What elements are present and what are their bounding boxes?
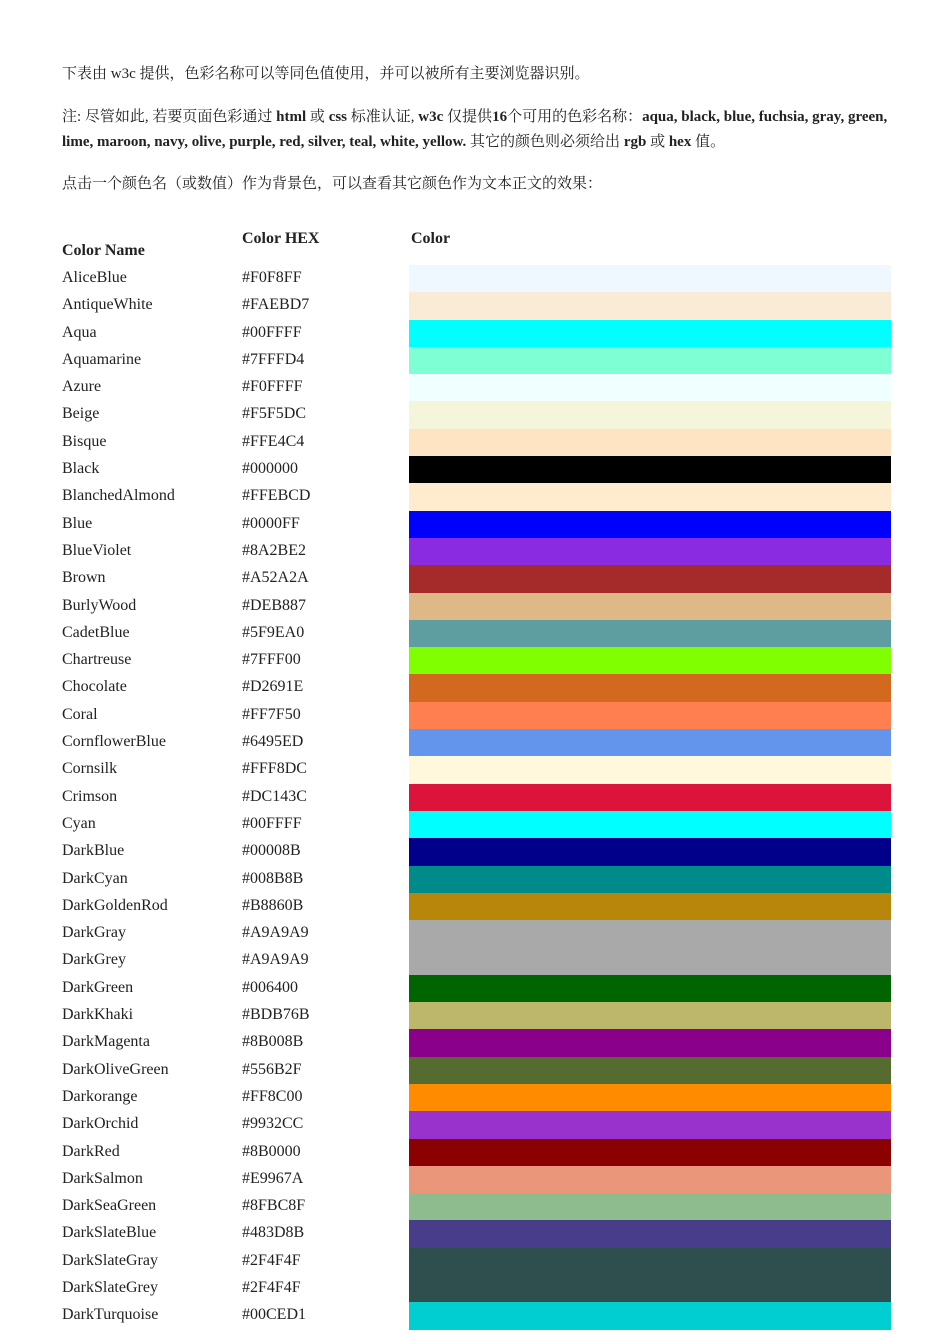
color-name-link[interactable]: DarkOrchid	[62, 1115, 139, 1133]
color-swatch	[409, 1275, 891, 1302]
color-swatch	[409, 1220, 891, 1247]
intro-paragraph-2-run: 或	[646, 134, 669, 150]
table-row	[0, 456, 950, 483]
color-swatch	[409, 265, 891, 292]
color-name-link[interactable]: BlueViolet	[62, 541, 132, 559]
color-swatch	[409, 947, 891, 974]
table-row	[0, 538, 950, 565]
table-row	[0, 838, 950, 865]
color-hex-link[interactable]: #2F4F4F	[242, 1251, 301, 1269]
color-hex-link[interactable]: #6495ED	[242, 733, 304, 751]
table-row	[0, 784, 950, 811]
intro-paragraph-2-run: html	[276, 109, 307, 125]
color-swatch	[409, 1111, 891, 1138]
color-hex-link[interactable]: #E9967A	[242, 1169, 304, 1187]
table-row	[0, 347, 950, 374]
color-name-link[interactable]: DarkKhaki	[62, 1006, 134, 1024]
table-row	[0, 1139, 950, 1166]
color-hex-link[interactable]: #556B2F	[242, 1060, 302, 1078]
table-row	[0, 593, 950, 620]
color-hex-link[interactable]: #00FFFF	[242, 323, 302, 341]
color-swatch	[409, 893, 891, 920]
table-row	[0, 1166, 950, 1193]
color-name-link[interactable]: Blue	[62, 514, 93, 532]
color-name-link[interactable]: DarkMagenta	[62, 1033, 150, 1051]
color-swatch	[409, 620, 891, 647]
color-name-link[interactable]: Black	[62, 460, 100, 478]
color-swatch	[409, 1084, 891, 1111]
color-swatch	[409, 593, 891, 620]
color-name-link[interactable]: Aquamarine	[62, 350, 142, 368]
color-name-link[interactable]: DarkSalmon	[62, 1169, 143, 1187]
table-row	[0, 1057, 950, 1084]
color-name-link[interactable]: DarkGreen	[62, 978, 134, 996]
color-hex-link[interactable]: #8A2BE2	[242, 541, 306, 559]
color-hex-link[interactable]: #DC143C	[242, 787, 307, 805]
color-hex-link[interactable]: #8B008B	[242, 1033, 304, 1051]
color-hex-link[interactable]: #A9A9A9	[242, 924, 309, 942]
color-swatch	[409, 511, 891, 538]
color-name-link[interactable]: CadetBlue	[62, 623, 130, 641]
color-name-link[interactable]: DarkGrey	[62, 951, 126, 969]
color-hex-link[interactable]: #8B0000	[242, 1142, 301, 1160]
table-row	[0, 1302, 950, 1329]
color-swatch	[409, 756, 891, 783]
color-name-link[interactable]: AntiqueWhite	[62, 296, 153, 314]
color-name-link[interactable]: Aqua	[62, 323, 97, 341]
header-color-hex: Color HEX	[242, 230, 320, 247]
color-swatch	[409, 401, 891, 428]
color-name-link[interactable]: DarkGray	[62, 924, 126, 942]
header-color: Color	[411, 230, 451, 247]
color-hex-link[interactable]: #FFF8DC	[242, 760, 307, 778]
color-hex-link[interactable]: #5F9EA0	[242, 623, 305, 641]
color-swatch	[409, 975, 891, 1002]
color-swatch	[409, 729, 891, 756]
color-swatch	[409, 674, 891, 701]
intro-paragraph-2-run: w3c	[418, 109, 444, 125]
color-swatch	[409, 1057, 891, 1084]
color-hex-link[interactable]: #A52A2A	[242, 569, 309, 587]
table-row	[0, 1084, 950, 1111]
intro-paragraph-2-run: 或	[306, 109, 329, 125]
intro-paragraph-2-run: 仅提供	[443, 109, 493, 125]
table-row	[0, 1002, 950, 1029]
table-row	[0, 1029, 950, 1056]
color-hex-link[interactable]: #FFE4C4	[242, 432, 305, 450]
intro-paragraph-2-run: 16	[492, 109, 508, 125]
table-row	[0, 374, 950, 401]
table-row	[0, 1248, 950, 1275]
color-hex-link[interactable]: #FF8C00	[242, 1087, 303, 1105]
color-hex-link[interactable]: #483D8B	[242, 1224, 305, 1242]
color-swatch	[409, 429, 891, 456]
intro-paragraph-2-run: 其它的颜色则必须给出	[466, 134, 624, 150]
color-name-link[interactable]: Azure	[62, 378, 102, 396]
color-swatch	[409, 456, 891, 483]
color-name-link[interactable]: Bisque	[62, 432, 107, 450]
color-hex-link[interactable]: #000000	[242, 460, 298, 478]
table-row	[0, 975, 950, 1002]
color-hex-link[interactable]: #B8860B	[242, 896, 304, 914]
table-row	[0, 893, 950, 920]
table-row	[0, 756, 950, 783]
color-swatch	[409, 811, 891, 838]
table-row	[0, 401, 950, 428]
color-hex-link[interactable]: #FFEBCD	[242, 487, 311, 505]
color-name-link[interactable]: Darkorange	[62, 1087, 138, 1105]
color-swatch	[409, 292, 891, 319]
table-row	[0, 1193, 950, 1220]
color-swatch	[409, 702, 891, 729]
color-hex-link[interactable]: #A9A9A9	[242, 951, 309, 969]
color-hex-link[interactable]: #FAEBD7	[242, 296, 310, 314]
color-name-link[interactable]: Brown	[62, 569, 106, 587]
color-hex-link[interactable]: #F5F5DC	[242, 405, 307, 423]
color-name-link[interactable]: Chartreuse	[62, 651, 132, 669]
color-table	[0, 265, 950, 1330]
table-row	[0, 265, 950, 292]
color-name-link[interactable]: DarkGoldenRod	[62, 896, 168, 914]
color-swatch	[409, 1002, 891, 1029]
color-name-link[interactable]: Cornsilk	[62, 760, 118, 778]
table-row	[0, 511, 950, 538]
color-name-link[interactable]: DarkCyan	[62, 869, 128, 887]
color-name-link[interactable]: Coral	[62, 705, 98, 723]
header-color-name: Color Name	[62, 242, 145, 259]
table-row	[0, 947, 950, 974]
color-hex-link[interactable]: #00FFFF	[242, 814, 302, 832]
intro-paragraph-2-run: aqua, black, blue, fuchsia, gray, green, lime, maroon, navy, olive, purple, red, silver, teal, white, yellow.	[62, 109, 888, 150]
color-hex-link[interactable]: #D2691E	[242, 678, 304, 696]
color-hex-link[interactable]: #DEB887	[242, 596, 306, 614]
table-row	[0, 702, 950, 729]
color-name-link[interactable]: Crimson	[62, 787, 118, 805]
color-swatch	[409, 538, 891, 565]
table-row	[0, 1111, 950, 1138]
intro-paragraph-2-run: 值。	[691, 134, 726, 150]
color-name-link[interactable]: DarkSlateGrey	[62, 1278, 158, 1296]
color-hex-link[interactable]: #FF7F50	[242, 705, 301, 723]
table-row	[0, 565, 950, 592]
color-swatch	[409, 920, 891, 947]
color-name-link[interactable]: DarkTurquoise	[62, 1306, 159, 1324]
color-swatch	[409, 483, 891, 510]
table-row	[0, 320, 950, 347]
intro-paragraph-2-run: 标准认证,	[347, 109, 419, 125]
color-hex-link[interactable]: #00CED1	[242, 1306, 306, 1324]
table-row	[0, 920, 950, 947]
table-row	[0, 483, 950, 510]
color-swatch	[409, 838, 891, 865]
intro-paragraph-2-run: hex	[668, 134, 692, 150]
table-row	[0, 811, 950, 838]
color-hex-link[interactable]: #7FFF00	[242, 651, 301, 669]
color-name-link[interactable]: Beige	[62, 405, 100, 423]
color-swatch	[409, 347, 891, 374]
color-swatch	[409, 320, 891, 347]
color-swatch	[409, 374, 891, 401]
color-name-link[interactable]: DarkSlateGray	[62, 1251, 158, 1269]
color-hex-link[interactable]: #F0FFFF	[242, 378, 303, 396]
intro-paragraph-2	[62, 105, 902, 155]
table-row	[0, 1220, 950, 1247]
color-name-link[interactable]: CornflowerBlue	[62, 733, 166, 751]
color-name-link[interactable]: Chocolate	[62, 678, 127, 696]
color-name-link[interactable]: DarkBlue	[62, 842, 125, 860]
color-swatch	[409, 1029, 891, 1056]
color-hex-link[interactable]: #8FBC8F	[242, 1197, 306, 1215]
table-row	[0, 674, 950, 701]
color-hex-link[interactable]: #7FFFD4	[242, 350, 305, 368]
color-swatch	[409, 1166, 891, 1193]
color-name-link[interactable]: Cyan	[62, 814, 96, 832]
intro-paragraph-2-run: 个可用的色彩名称：	[507, 109, 643, 125]
table-row	[0, 1275, 950, 1302]
color-swatch	[409, 1139, 891, 1166]
color-hex-link[interactable]: #BDB76B	[242, 1006, 310, 1024]
color-name-link[interactable]: DarkSlateBlue	[62, 1224, 157, 1242]
table-row	[0, 620, 950, 647]
color-hex-link[interactable]: #006400	[242, 978, 298, 996]
color-name-link[interactable]: DarkOliveGreen	[62, 1060, 169, 1078]
color-hex-link[interactable]: #9932CC	[242, 1115, 304, 1133]
color-hex-link[interactable]: #0000FF	[242, 514, 300, 532]
color-name-link[interactable]: AliceBlue	[62, 269, 127, 286]
color-hex-link[interactable]: #2F4F4F	[242, 1278, 301, 1296]
color-swatch	[409, 866, 891, 893]
color-swatch	[409, 565, 891, 592]
color-hex-link[interactable]: #008B8B	[242, 869, 304, 887]
table-row	[0, 292, 950, 319]
color-name-link[interactable]: BlanchedAlmond	[62, 487, 175, 505]
color-swatch	[409, 647, 891, 674]
color-swatch	[409, 1193, 891, 1220]
intro-paragraph-2-run: css	[328, 109, 348, 125]
intro-paragraph-2-run: 注: 尽管如此, 若要页面色彩通过	[62, 109, 277, 125]
color-hex-link[interactable]: #00008B	[242, 842, 301, 860]
table-row	[0, 429, 950, 456]
intro-paragraph-3: 点击一个颜色名（或数值）作为背景色，可以查看其它颜色作为文本正文的效果：	[62, 176, 603, 192]
intro-paragraph-2-run: rgb	[623, 134, 647, 150]
table-row	[0, 647, 950, 674]
color-swatch	[409, 1248, 891, 1275]
table-row	[0, 729, 950, 756]
color-swatch	[409, 784, 891, 811]
color-swatch	[409, 1302, 891, 1329]
color-name-link[interactable]: DarkRed	[62, 1142, 120, 1160]
color-hex-link[interactable]: #F0F8FF	[242, 269, 302, 286]
table-row	[0, 866, 950, 893]
intro-paragraph-1: 下表由 w3c 提供，色彩名称可以等同色值使用，并可以被所有主要浏览器识别。	[62, 66, 590, 82]
color-name-link[interactable]: DarkSeaGreen	[62, 1197, 157, 1215]
color-name-link[interactable]: BurlyWood	[62, 596, 137, 614]
